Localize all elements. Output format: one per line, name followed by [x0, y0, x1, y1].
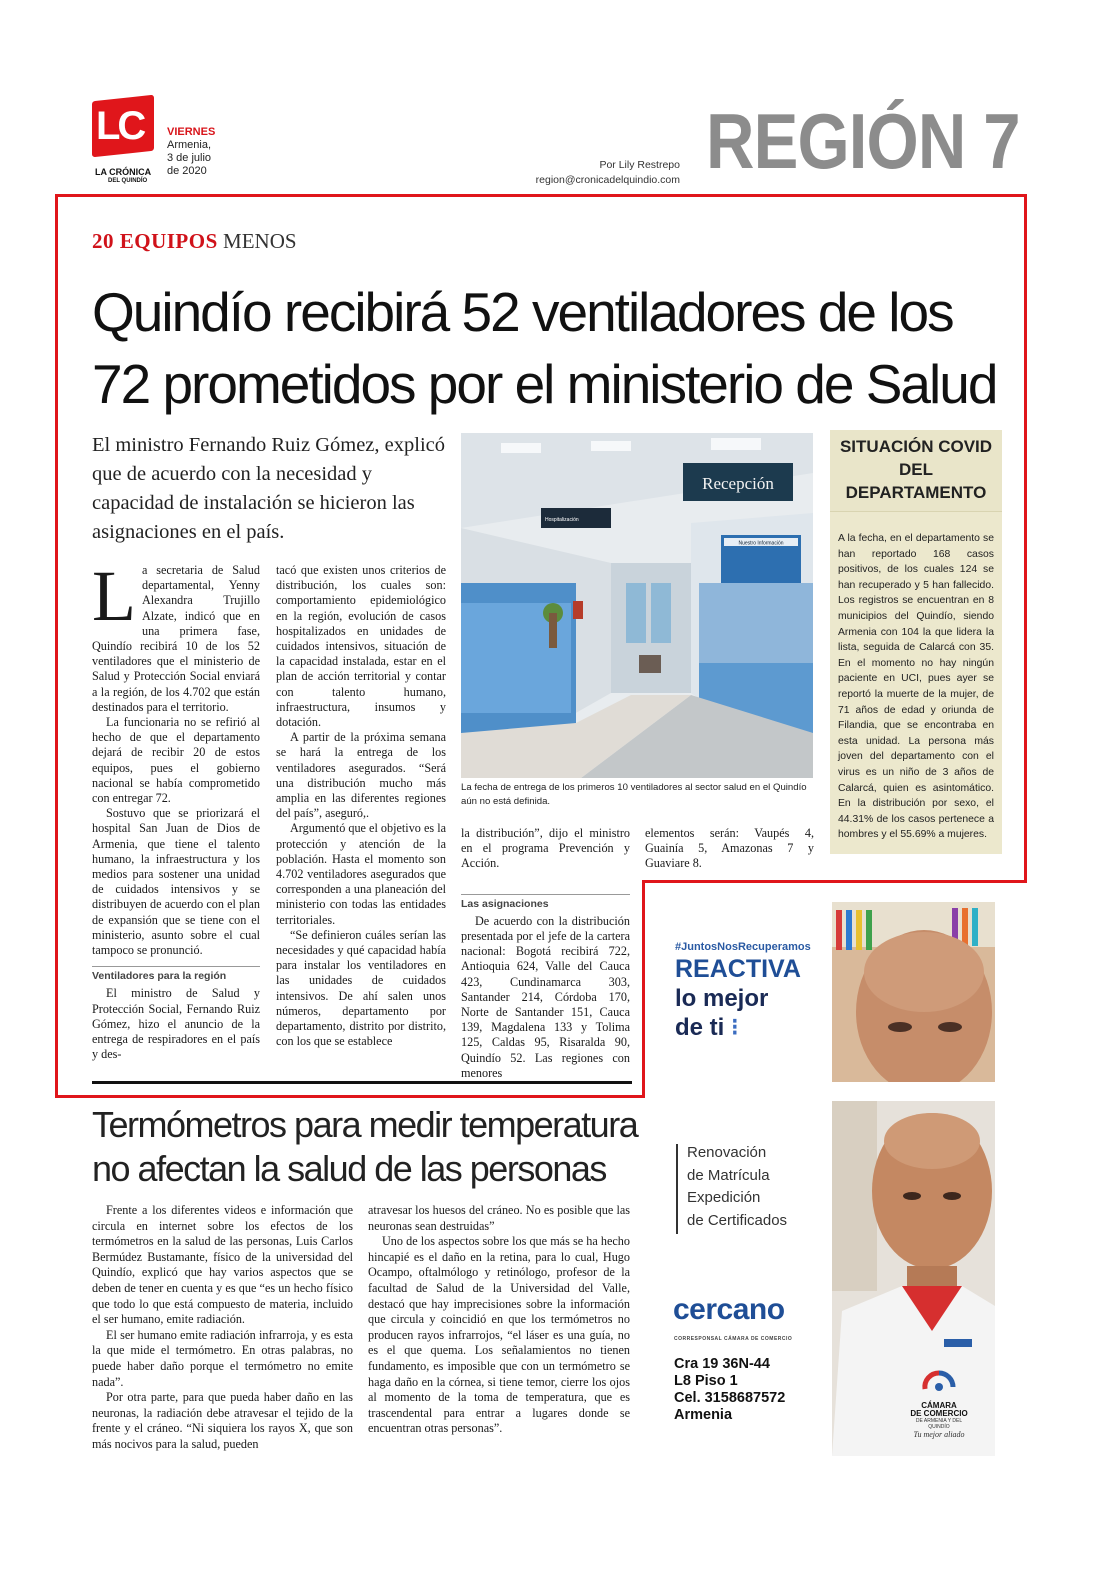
second-headline — [92, 1103, 652, 1191]
byline — [536, 158, 680, 188]
sidebar-text: A la fecha, en el departamento se han reportado 168 casos positivos, de los cuales 124 se han recuperado y 5 han fallecido. Los registros se encuentran en 8 municipios del Quindío, siendo Armenia con 104 la que lidera la lista, seguida de Calarcá con 35. En el momento no hay ningún paciente en UCI, pues ayer se reportó la muerte de la mujer, de 71 años de edad y oriunda de Filandia, que se encontraba en esta unidad. La persona más joven del departamento con el virus es un niño de 3 años de Calarcá, quien es asintomático. En la distribución por sexo, el 44.31% de los casos pertenece a hombres y el 55.69% a mujeres. — [838, 533, 994, 841]
paragraph: elementos serán: Vaupés 4, Guainía 5, Amazonas 7 y Guaviare 8. — [645, 826, 814, 871]
ad-hashtag: #JuntosNosRecuperamos — [675, 941, 811, 953]
ad-portrait-top — [832, 902, 995, 1082]
ad-corresponsal: CORRESPONSAL CÁMARA DE COMERCIO — [674, 1336, 793, 1342]
author: Por Lily Restrepo — [599, 159, 680, 171]
paragraph: Argumentó que el objetivo es la protección y atención de la población. Hasta el momento son 4.702 ventiladores asegurados que corresponden a una planeación del ministerio con todas las entidades territoriales. — [276, 821, 446, 927]
ad-services — [676, 1144, 787, 1234]
ad-phone[interactable]: Cel. 3158687572 — [674, 1390, 786, 1406]
subheading: Las asignaciones — [461, 894, 630, 912]
paragraph: El ministro de Salud y Protección Social, Fernando Ruiz Gómez, hizo el anuncio de la entrega de respiradores en el país y des- — [92, 986, 260, 1062]
camara-logo: CÁMARA DE COMERCIO DE ARMENIA Y DEL QUINDÍO Tu mejor aliado — [906, 1367, 972, 1439]
paragraph: El ser humano emite radiación infrarroja, y es esta la que mide el termómetro. En otras palabras, no puede haber daño porque el termómetro no emite nada”. — [92, 1327, 353, 1389]
paragraph: Uno de los aspectos sobre los que más se ha hecho hincapié es el daño en la retina, para lo cual, Hugo Ocampo, oftalmólogo y retinólogo, profesor de la facultad de Salud de la Universidad del Valle, destacó que hay imprecisiones sobre la información que circula y coincidió en que los termómetros no producen rayos infrarrojos, “el láser es una guía, no es el que quema. Los señalamientos no tienen fundamento, es imposible que con un termómetro se haga daño en la córnea, si tiene temor, cierre los ojos al momento de la toma de temperatura, que es trascendental para entrar a lugares donde se encuentran otras personas”. — [368, 1234, 630, 1436]
photo-caption: La fecha de entrega de los primeros 10 ventiladores al sector salud en el Quindío aún no está definida. — [461, 782, 807, 807]
headline-line-2: 72 prometidos por el ministerio de Salud — [92, 353, 997, 415]
hospital-reception-image — [461, 433, 813, 778]
paragraph: Por otra parte, para que pueda haber daño en las neuronas, la radiación debe atravesar el tejido de la frente y el cráneo. “Ni siquiera los rayos X, que son más nocivos para la salud, pueden — [92, 1390, 353, 1451]
second-article-column-2 — [368, 1203, 630, 1437]
second-article-column-1 — [92, 1203, 353, 1453]
paragraph: Sostuvo que se priorizará el hospital San Juan de Dios de Armenia, que tiene el talento humano, la infraestructura y los medios para sostener una unidad de cuidados intensivos y se distribuyen de acuerdo con el plan de expansión que se tiene con el ministerio, asunto sobre el cual tampoco se pronunció. — [92, 806, 260, 958]
paragraph: A partir de la próxima semana se hará la entrega de los ventiladores asegurados. “Será una distribución mucho más amplia en las diferentes regiones del país”, aseguró,. — [276, 730, 446, 821]
paragraph: atravesar los huesos del cráneo. No es posible que las neuronas sean destruidas” — [368, 1203, 630, 1233]
article-column-2 — [276, 563, 446, 1050]
paragraph: “Se definieron cuáles serían las necesidades y qué capacidad había para instalar los ventiladores en las unidades de cuidados intensivos. De ahí salen unos números, departamento por departamento, distrito por distrito, con los que se establece — [276, 927, 446, 1049]
ad-brand: cercano — [673, 1293, 785, 1326]
logo-subtitle: DEL QUINDÍO — [108, 178, 148, 184]
subheading: Ventiladores para la región — [92, 966, 260, 984]
paragraph: De acuerdo con la distribución presentada por el jefe de la cartera nacional: Bogotá recibirá 722, Antioquia 624, Valle del Cauca 423, Cundinamarca 303, Santander 214, Córdoba 170, Norte de Santander 151, Cauca 139, Magdalena 133 y Tolima 125, Caldas 95, Risaralda 90, Quindío 52. Las regiones con menores — [461, 913, 630, 1080]
author-email[interactable]: region@cronicadelquindio.com — [535, 174, 680, 186]
dots-icon: ⁝ — [724, 1014, 739, 1041]
kicker-rest: MENOS — [223, 229, 297, 253]
paragraph: Frente a los diferentes videos e información que circula en internet sobre los efectos de los termómetros en la salud de las personas, Luis Carlos Bermúdez Bustamante, físico de la universidad del Quindío, explicó que hay varios aspectos que se deben de tener en cuenta y es que “es un hecho físico que todo lo que está compuesto de materia, incluido el ser humano, emite radiación. — [92, 1203, 353, 1327]
camara-emblem-icon — [919, 1367, 959, 1397]
article-column-4 — [645, 826, 814, 872]
article-column-3 — [461, 826, 630, 1081]
lead-paragraph: El ministro Fernando Ruiz Gómez, explicó que de acuerdo con la necesidad y capacidad de instalación se hicieron las asignaciones en el país. — [92, 434, 445, 543]
weekday: VIERNES — [167, 126, 216, 138]
paragraph: La funcionaria no se refirió al hecho de que el departamento dejará de recibir 20 de estos equipos, pues el gobierno nacional se había comprometido con entregar 72. — [92, 715, 260, 806]
article-frame-step — [642, 880, 1027, 883]
ad-service-renovation: Renovación de Matrícula — [687, 1144, 770, 1184]
reception-photo — [461, 433, 813, 778]
paragraph: la distribución”, dijo el ministro en el programa Prevención y Acción. — [461, 826, 630, 871]
reception-sign: Recepción — [702, 474, 774, 493]
city: Armenia, — [167, 139, 212, 151]
ad-service-certificates: Expedición de Certificados — [687, 1189, 788, 1229]
paragraph: tacó que existen unos criterios de distribución, los cuales son: comportamiento epidemiológico en la región, evolución de casos hospitalizados en unidades de cuidados intensivos, situación de la capacidad instalada, estar en el plan de acción territorial y contar con talento humano, infraestructura, insumos y dotación. — [276, 563, 446, 730]
ad-slogan: REACTIVA lo mejor de ti ⁝ — [675, 955, 801, 1041]
second-headline-line-1: Termómetros para medir temperatura — [92, 1104, 638, 1145]
article-column-1 — [92, 556, 260, 1063]
second-headline-line-2: no afectan la salud de las personas — [92, 1148, 606, 1189]
paragraph: a secretaria de Salud departamental, Yenny Alexandra Trujillo Alzate, indicó que en una primera fase, Quindío recibirá 10 de los 52 ventiladores que el ministerio de Salud y Protección Social enviará a la región, de los 4.702 que están destinados para el territorio. — [92, 563, 260, 714]
date-block — [167, 126, 215, 178]
section-title: REGIÓN 7 — [706, 97, 1020, 185]
newspaper-logo: LC — [92, 98, 158, 162]
section-divider — [92, 1081, 632, 1084]
headline — [92, 276, 1012, 420]
kicker-bold: 20 EQUIPOS — [92, 229, 218, 253]
svg-text:Hospitalización: Hospitalización — [545, 517, 579, 523]
ad-address: Cra 19 36N-44 L8 Piso 1 Cel. 3158687572 Armenia — [674, 1356, 786, 1423]
sidebar-title: SITUACIÓN COVID DEL DEPARTAMENTO — [830, 430, 1002, 512]
date-line-2: de 2020 — [167, 165, 207, 177]
date-line-1: 3 de julio — [167, 152, 212, 164]
drop-cap: L — [92, 556, 136, 636]
headline-line-1: Quindío recibirá 52 ventiladores de los — [92, 281, 953, 343]
kicker — [92, 229, 297, 254]
logo-name: LA CRÓNICA — [95, 167, 152, 177]
info-board-label: Nuestro Información — [738, 540, 784, 547]
